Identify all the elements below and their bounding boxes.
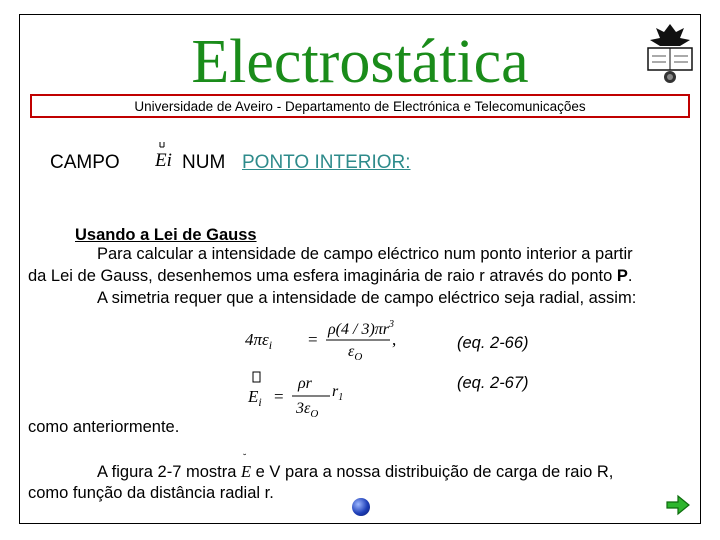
paragraph-line-3: A simetria requer que a intensidade de campo eléctrico seja radial, assim: <box>97 289 637 307</box>
heading-campo: CAMPO <box>50 152 120 173</box>
svg-text:,: , <box>392 330 397 349</box>
heading-num: NUM <box>182 152 226 173</box>
e-vector: ˘ E <box>240 453 252 481</box>
banner-text: Universidade de Aveiro - Departamento de Electrónica e Telecomunicações <box>134 99 586 114</box>
point-p: P <box>616 267 628 285</box>
equation-2-66 <box>240 316 400 360</box>
paragraph-line-1: Para calcular a intensidade de campo eléctrico num ponto interior a partir <box>97 245 633 263</box>
eq2-lhs: $E_i$ <box>248 387 262 409</box>
department-banner <box>30 94 690 118</box>
ei-text: Ei <box>155 150 172 171</box>
eq1-denominator: $\varepsilon_O$ <box>348 343 363 360</box>
eq1-lhs: $4\pi\varepsilon_i$ <box>245 330 273 352</box>
eq-2-66-label: (eq. 2-66) <box>457 334 529 352</box>
ponto-interior-link[interactable]: PONTO INTERIOR: <box>242 152 411 173</box>
paragraph-after: como anteriormente. <box>28 418 180 436</box>
line2-text: da Lei de Gauss, desenhemos uma esfera imaginária de raio r através do ponto <box>28 267 617 285</box>
eq2-denominator: $3\varepsilon_O$ <box>296 400 319 418</box>
equation-2-67 <box>240 366 360 418</box>
eq2-numerator: ρr <box>298 375 312 392</box>
university-crest-icon <box>640 20 700 86</box>
figure-post: e V para a nossa distribuição de carga de raio R, <box>251 463 614 481</box>
eq-2-67-label: (eq. 2-67) <box>457 374 529 392</box>
slide-title: Electrostática <box>191 28 529 96</box>
next-arrow-icon[interactable] <box>665 494 691 516</box>
figure-line-1 <box>97 453 614 482</box>
eq1-equals: = <box>308 330 318 349</box>
ei-symbol <box>155 140 185 174</box>
vector-arrow-icon <box>155 140 185 174</box>
figure-pre: A figura 2-7 mostra <box>97 463 241 481</box>
navigation-ball-icon[interactable] <box>352 498 370 516</box>
line2-end: . <box>627 267 633 285</box>
subtitle-gauss: Usando a Lei de Gauss <box>75 226 257 244</box>
figure-line-2: como função da distância radial r. <box>28 484 274 502</box>
svg-text:=: = <box>274 387 284 406</box>
eq2-r: $r_1$ <box>332 383 344 403</box>
paragraph-line-2 <box>28 267 632 286</box>
eq1-numerator: $\rho(4 / 3)\pi r^3$ <box>328 319 395 338</box>
